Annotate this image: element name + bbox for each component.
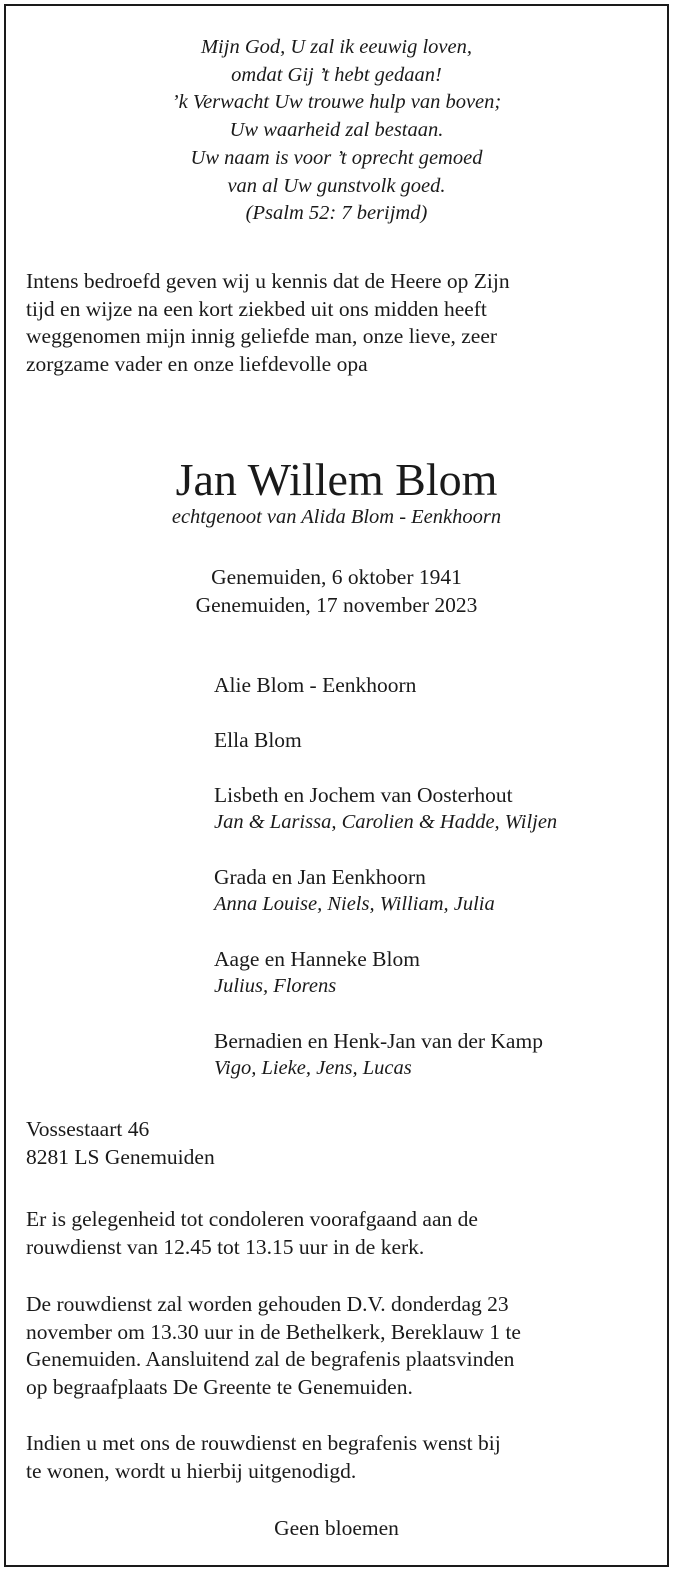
poem-line: van al Uw gunstvolk goed. [227, 174, 446, 197]
family-member [214, 671, 654, 699]
obituary-card [4, 4, 669, 1567]
birth-date: Genemuiden, 6 oktober 1941 [211, 565, 462, 589]
poem-reference: (Psalm 52: 7 berijmd) [245, 202, 428, 225]
family-member-name: Grada en Jan Eenkhoorn [214, 865, 426, 889]
grandchildren: Vigo, Lieke, Jens, Lucas [214, 1057, 412, 1079]
grandchildren: Julius, Florens [214, 975, 337, 997]
psalm-verse [6, 34, 667, 228]
service-line: op begraafplaats De Greente te Genemuiden. [26, 1374, 413, 1399]
service-line: De rouwdienst zal worden gehouden D.V. donderdag 23 [26, 1292, 509, 1316]
poem-line: Mijn God, U zal ik eeuwig loven, [200, 36, 472, 58]
family-member-name: Aage en Hanneke Blom [214, 947, 420, 971]
life-dates [6, 563, 667, 619]
family-member [214, 726, 654, 754]
poem-line: ’k Verwacht Uw trouwe hulp van boven; [171, 91, 502, 114]
address-city: 8281 LS Genemuiden [26, 1144, 215, 1169]
condolence-info [26, 1206, 651, 1261]
announcement-line: tijd en wijze na een kort ziekbed uit ons midden heeft [26, 296, 487, 321]
grandchildren: Anna Louise, Niels, William, Julia [214, 893, 495, 915]
family-list [214, 671, 654, 1109]
condolence-line: rouwdienst van 12.45 tot 13.15 uur in de kerk. [26, 1234, 425, 1259]
announcement-line: zorgzame vader en onze liefdevolle opa [26, 351, 368, 376]
family-member [214, 1027, 654, 1082]
family-member-name: Ella Blom [214, 728, 302, 752]
family-member-name: Bernadien en Henk-Jan van der Kamp [214, 1029, 543, 1053]
announcement-line: Intens bedroefd geven wij u kennis dat de Heere op Zijn [26, 269, 510, 293]
service-info [26, 1291, 651, 1401]
condolence-line: Er is gelegenheid tot condoleren voorafgaand aan de [26, 1207, 478, 1231]
invitation-line: te wonen, wordt u hierbij uitgenodigd. [26, 1458, 357, 1483]
family-member-name: Lisbeth en Jochem van Oosterhout [214, 783, 513, 807]
announcement-line: weggenomen mijn innig geliefde man, onze lieve, zeer [26, 324, 498, 348]
poem-line: Uw naam is voor ’t oprecht gemoed [190, 146, 483, 169]
grandchildren: Jan & Larissa, Carolien & Hadde, Wiljen [214, 811, 558, 833]
family-member [214, 781, 654, 836]
poem-line: Uw waarheid zal bestaan. [229, 119, 444, 142]
invitation-line: Indien u met ons de rouwdienst en begrafenis wenst bij [26, 1431, 501, 1455]
invitation-info [26, 1430, 651, 1485]
spouse-line: echtgenoot van Alida Blom - Eenkhoorn [171, 506, 502, 528]
family-member [214, 863, 654, 918]
announcement-text [26, 268, 651, 378]
poem-line: omdat Gij ’t hebt gedaan! [231, 63, 442, 86]
address-street: Vossestaart 46 [26, 1117, 150, 1141]
no-flowers-note: Geen bloemen [274, 1516, 399, 1540]
deceased-name: Jan Willem Blom [175, 454, 498, 505]
family-member-name: Alie Blom - Eenkhoorn [214, 673, 417, 697]
service-line: november om 13.30 uur in de Bethelkerk, Bereklauw 1 te [26, 1319, 521, 1344]
death-date: Genemuiden, 17 november 2023 [195, 593, 478, 617]
family-member [214, 945, 654, 1000]
service-line: Genemuiden. Aansluitend zal de begrafenis plaatsvinden [26, 1347, 515, 1371]
home-address [26, 1116, 215, 1171]
